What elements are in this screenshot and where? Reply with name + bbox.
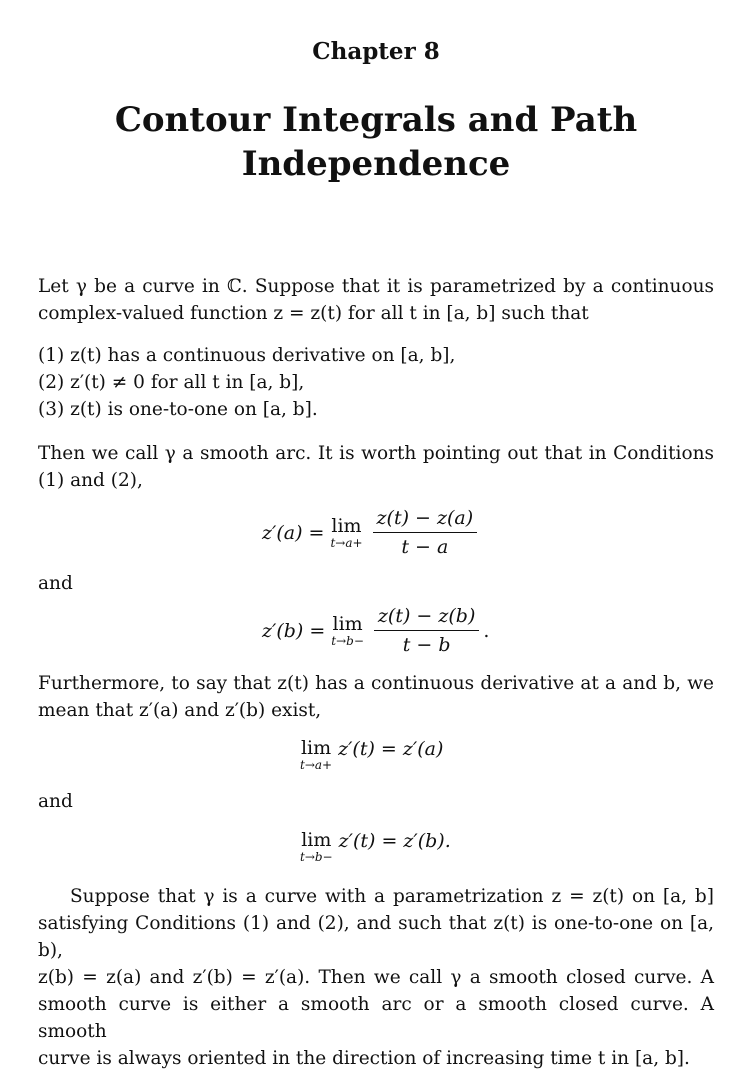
eq1-limit	[330, 516, 362, 550]
eq1-numerator: z(t) − z(a)	[373, 506, 478, 533]
eq1-lim-subscript: t→a+	[330, 535, 363, 550]
furthermore-paragraph	[38, 670, 714, 724]
eq4-limit	[300, 830, 333, 864]
eq2-lim-subscript: t→b−	[331, 633, 364, 648]
smooth-arc-line-1: Then we call γ a smooth arc. It is worth pointing out that in Conditions	[38, 443, 714, 464]
eq2-lim-word: lim	[332, 612, 363, 635]
intro-paragraph	[38, 273, 714, 327]
eq3-lim-subscript: t→a+	[300, 758, 333, 772]
chapter-title-line-2: Independence	[241, 144, 511, 184]
eq1-fraction	[373, 506, 478, 559]
eq2-lhs: z′(b) =	[262, 619, 326, 642]
eq2-numerator: z(t) − z(b)	[374, 604, 479, 631]
eq1-lhs: z′(a) =	[262, 521, 325, 544]
conditions-list	[38, 342, 455, 423]
chapter-label: Chapter 8	[312, 38, 440, 65]
eq3-lim-word: lim	[300, 737, 332, 759]
eq4-lim-word: lim	[301, 829, 332, 851]
eq2-denominator: t − b	[402, 634, 451, 656]
eq1-denominator: t − a	[401, 536, 449, 558]
condition-3: (3) z(t) is one-to-one on [a, b].	[38, 399, 318, 420]
closed-curve-line-4: smooth curve is either a smooth arc or a smooth closed curve. A smooth	[38, 994, 714, 1042]
furthermore-line-2: mean that z′(a) and z′(b) exist,	[38, 700, 322, 721]
eq4-rhs: z′(t) = z′(b).	[338, 830, 451, 852]
eq1-lim-word: lim	[331, 514, 362, 537]
chapter-title-line-1: Contour Integrals and Path	[114, 100, 638, 140]
closed-curve-line-1: Suppose that γ is a curve with a parametrization z = z(t) on [a, b]	[70, 886, 714, 907]
closed-curve-line-3: z(b) = z(a) and z′(b) = z′(a). Then we call γ a smooth closed curve. A	[38, 967, 714, 988]
eq3-rhs: z′(t) = z′(a)	[338, 738, 444, 760]
and-word-1: and	[38, 573, 73, 594]
intro-line-1: Let γ be a curve in ℂ. Suppose that it is parametrized by a continuous	[38, 276, 714, 297]
condition-2: (2) z′(t) ≠ 0 for all t in [a, b],	[38, 372, 305, 393]
closed-curve-line-5: curve is always oriented in the direction of increasing time t in [a, b].	[38, 1048, 690, 1069]
furthermore-line-1: Furthermore, to say that z(t) has a continuous derivative at a and b, we	[38, 673, 714, 694]
smooth-arc-paragraph	[38, 440, 714, 494]
intro-line-2: complex-valued function z = z(t) for all t in [a, b] such that	[38, 303, 589, 324]
eq3-limit	[300, 738, 332, 772]
chapter-title	[0, 98, 752, 186]
closed-curve-line-2: satisfying Conditions (1) and (2), and such that z(t) is one-to-one on [a, b),	[38, 913, 714, 961]
eq2-limit	[331, 614, 364, 648]
closed-curve-paragraph	[38, 883, 714, 1072]
smooth-arc-line-2: (1) and (2),	[38, 470, 143, 491]
eq4-lim-subscript: t→b−	[300, 850, 333, 864]
eq2-fraction	[374, 604, 479, 657]
condition-1: (1) z(t) has a continuous derivative on [a, b],	[38, 345, 456, 366]
and-word-2: and	[38, 791, 73, 812]
eq2-trailing-period: .	[483, 619, 490, 642]
